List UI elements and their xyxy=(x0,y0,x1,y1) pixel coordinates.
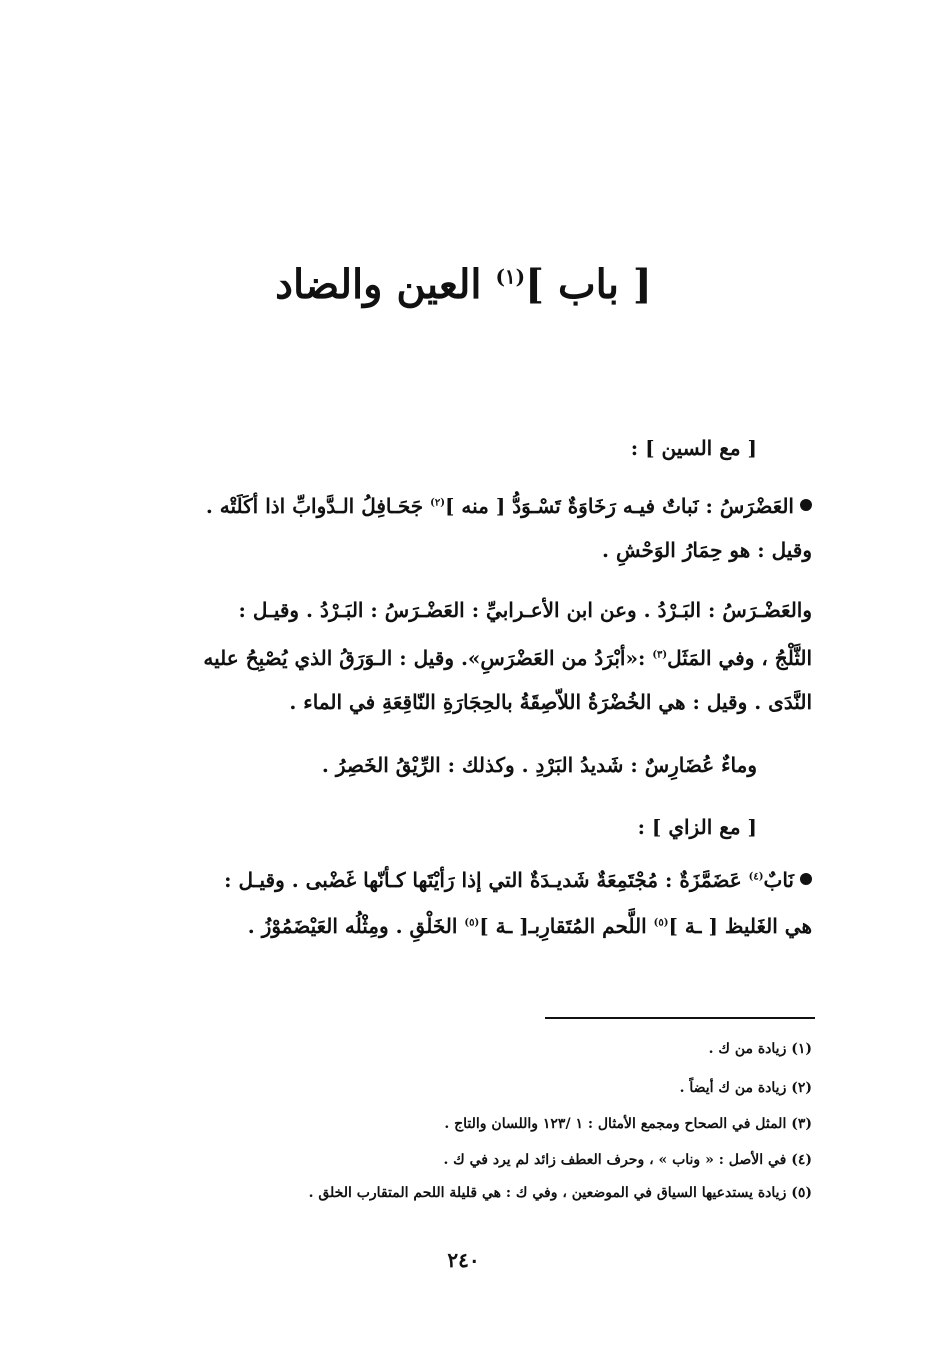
entry-line xyxy=(224,865,812,895)
entry-line-pre: الثَّلْجُ ، وفي المَثَل xyxy=(667,646,812,670)
section-heading-zay: [ مع الزاي ] : xyxy=(637,815,757,839)
footnote-ref-5b: (٥) xyxy=(464,917,480,929)
entry-line-post: عَضَمَّزَةٌ : مُجْتَمِعَةٌ شَديـدَةٌ التي إذا رَأيْتَها كـأنّها غَضْبى . وقيـل : xyxy=(224,868,749,892)
footnote-ref-2: (٢) xyxy=(430,497,445,509)
footnote: (٥) زيادة يستدعيها السياق في الموضعين ، وفي ك : هي قليلة اللحم المتقارب الخلق . xyxy=(308,1185,812,1201)
chapter-title-pre: [ باب ] xyxy=(525,261,652,308)
footnote: (٢) زيادة من ك أيضاً . xyxy=(679,1080,812,1096)
entry-line: والعَضْـرَسُ : البَـرْدُ . وعن ابن الأعـرابيِّ : العَضْـرَسُ : البَـرْدُ . وقيـل : xyxy=(238,598,812,622)
chapter-title xyxy=(150,255,777,315)
entry-line xyxy=(248,911,812,941)
entry-line xyxy=(203,643,812,673)
entry-line: وماءٌ عُضَارِسٌ : شَديدُ البَرْدِ . وكذلك : الرِّيْقُ الخَصِرُ . xyxy=(321,753,757,777)
entry-line-pre: هي الغَليظ [ ـة ] xyxy=(668,914,812,938)
entry-line-post: الخَلْقِ . ومِثْلُه العَيْضَمُوْزُ . xyxy=(247,914,465,938)
footnote-separator xyxy=(545,1017,815,1019)
bullet-icon xyxy=(800,499,812,511)
entry-line-pre: نَابٌ xyxy=(763,868,794,892)
footnote-ref-4: (٤) xyxy=(748,871,764,883)
footnote: (١) زيادة من ك . xyxy=(708,1041,812,1057)
footnote-ref-1: (١) xyxy=(495,264,526,289)
page-number: ٢٤٠ xyxy=(447,1248,480,1272)
footnote-ref-5: (٥) xyxy=(653,917,669,929)
bullet-icon xyxy=(800,873,812,885)
entry-line: النَّدَى . وقيل : هي الخُضْرَةُ اللاّصِقَةُ بالحِجَارَةِ النّاقِعَةِ في الماء . xyxy=(289,690,812,714)
entry-line-pre: العَضْرَسُ : نَباتٌ فيـه رَخَاوَةٌ تَسْـوَدُّ [ منه ] xyxy=(444,494,794,518)
entry-line-mid: اللَّحم المُتَقارِبـ[ ـة ] xyxy=(479,914,654,938)
entry-line-post: جَحَـافِلُ الـدَّوابِّ اذا أكَلَتْه . xyxy=(205,494,431,518)
footnote: (٣) المثل في الصحاح ومجمع الأمثال : ١ /١٢٣ واللسان والتاج . xyxy=(444,1116,812,1132)
section-heading-sin: [ مع السين ] : xyxy=(630,436,757,460)
chapter-title-post: العين والضاد xyxy=(275,261,496,308)
entry-line: وقيل : هو حِمَارُ الوَحْشِ . xyxy=(602,538,812,562)
entry-line-post: :«أبْرَدُ من العَضْرَسِ». وقيل : الـوَرَقُ الذي يُصْبِحُ عليه xyxy=(203,646,653,670)
entry-line xyxy=(206,491,812,521)
footnote-ref-3: (٣) xyxy=(652,649,668,661)
footnote: (٤) في الأصل : « وناب » ، وحرف العطف زائد لم يرد في ك . xyxy=(443,1152,812,1168)
